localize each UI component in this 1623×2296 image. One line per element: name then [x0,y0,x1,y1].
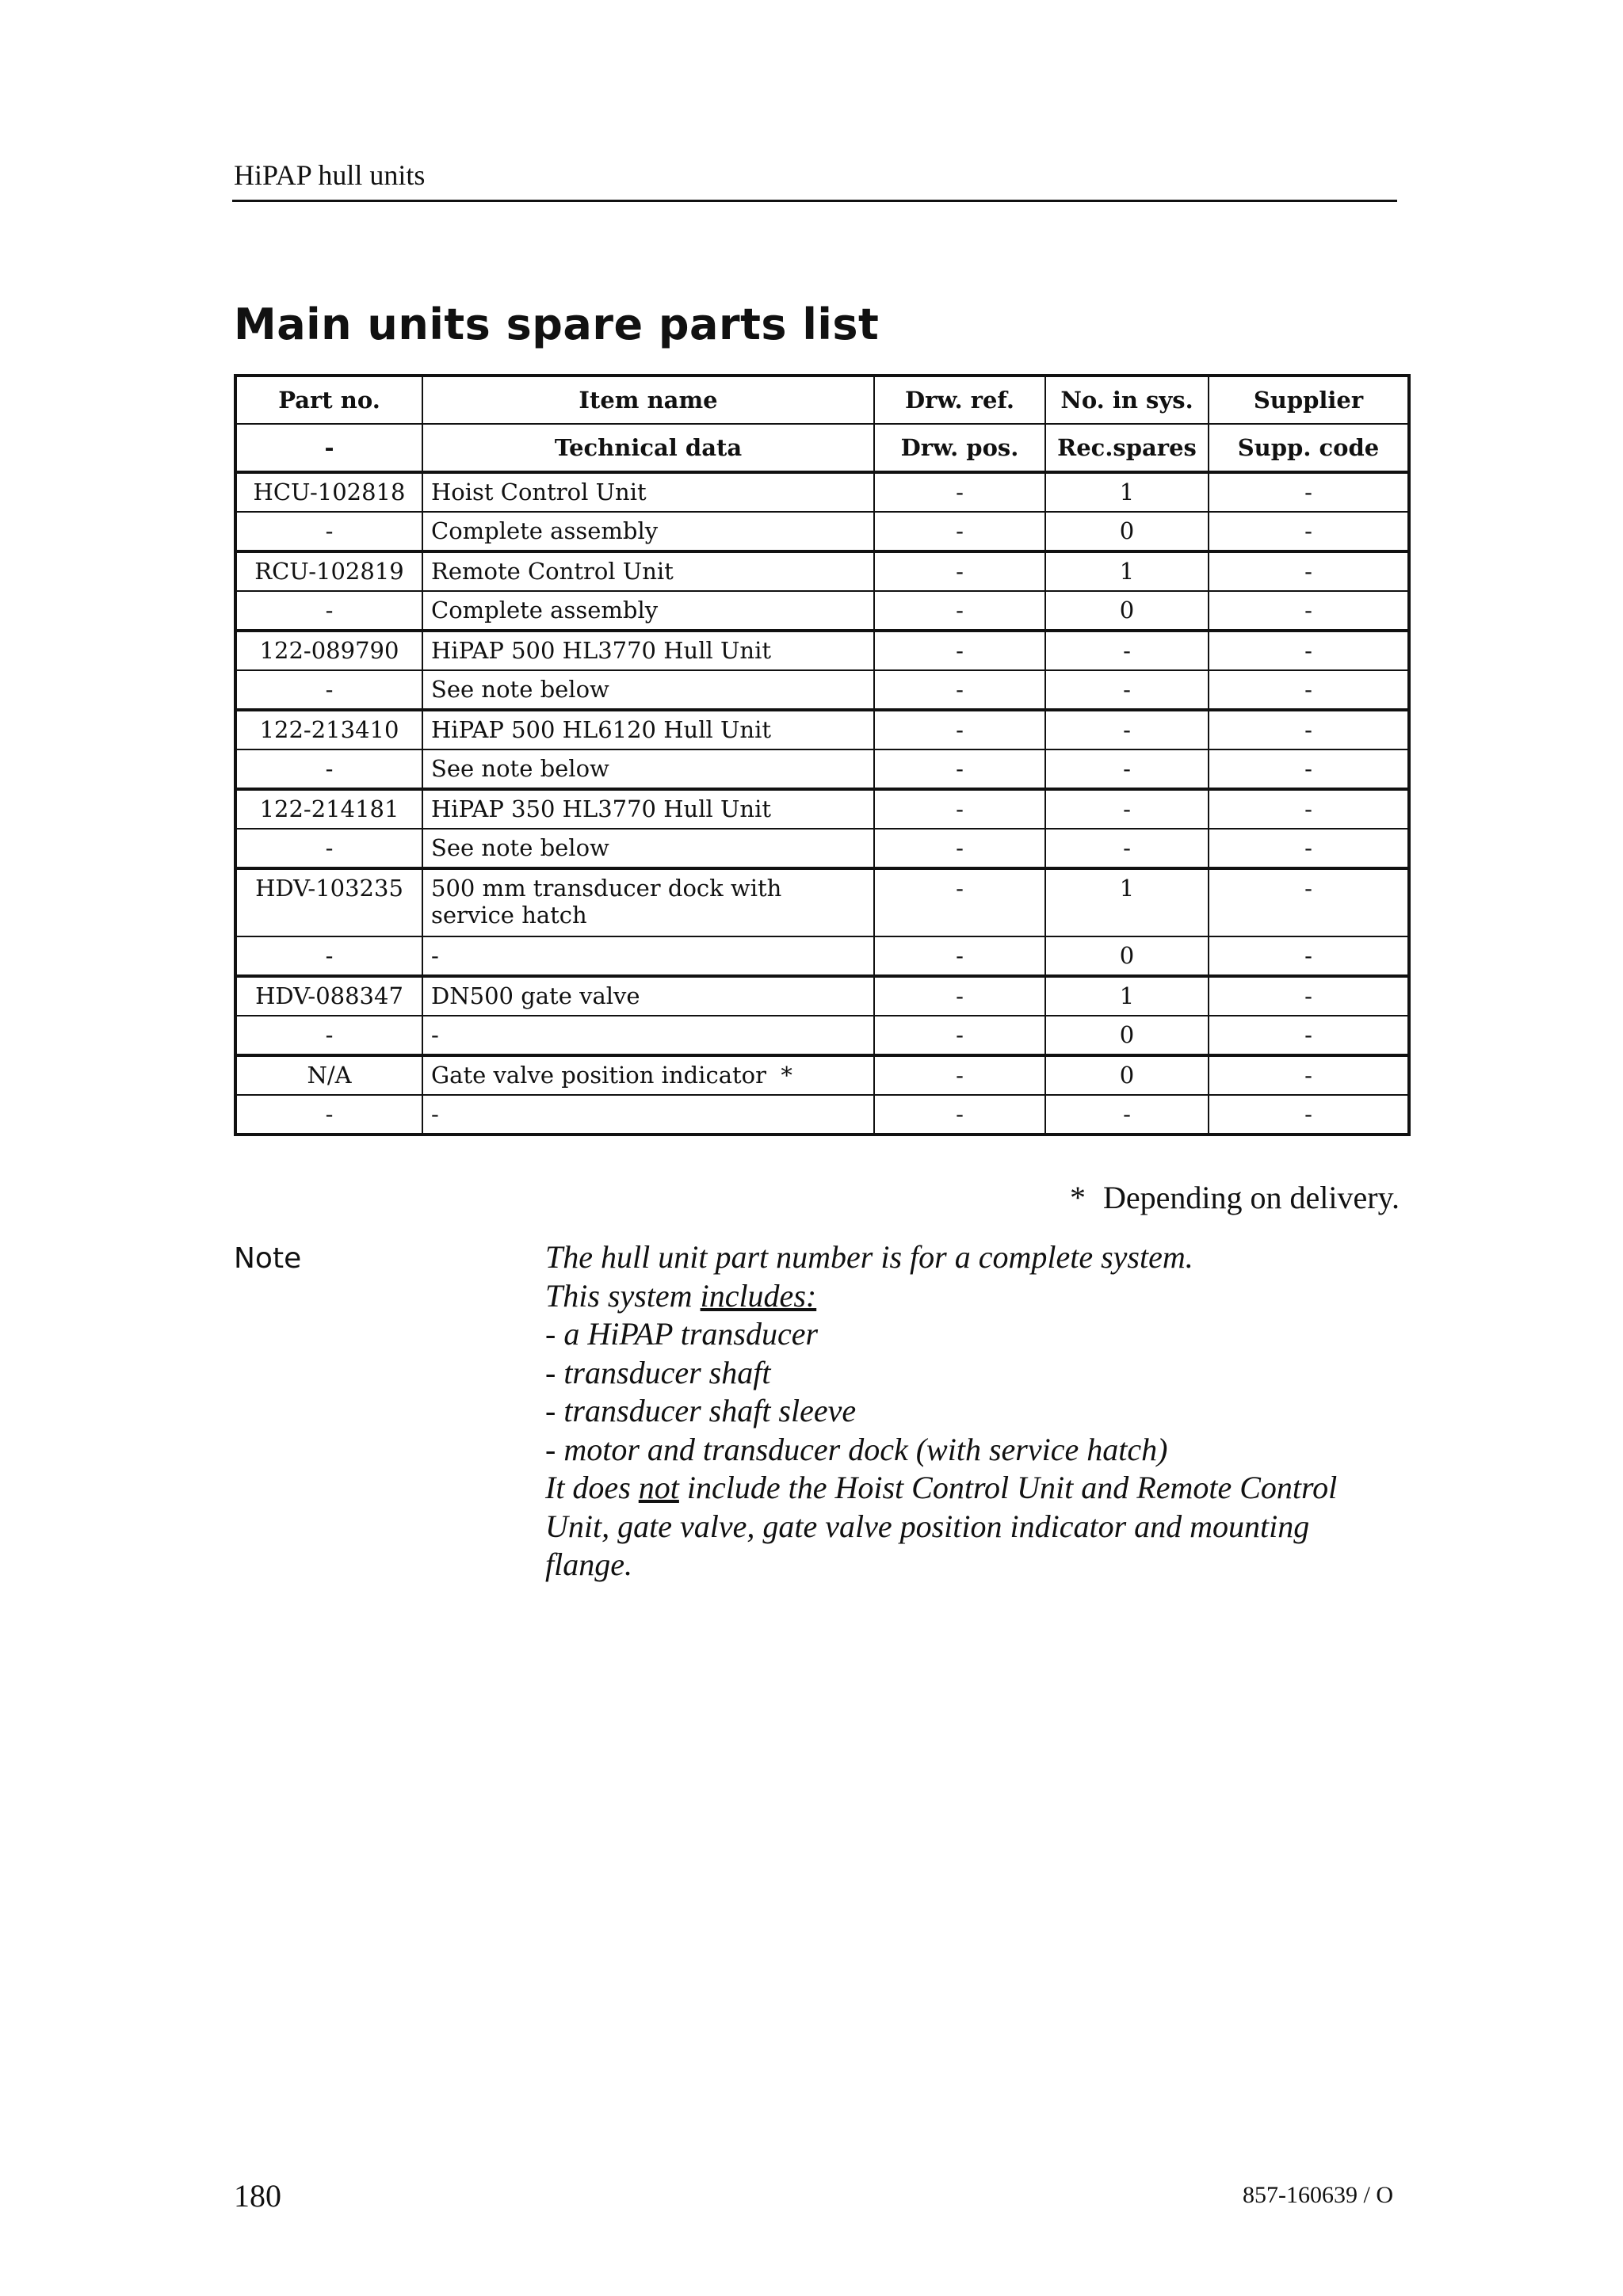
item-name-cell: Gate valve position indicator * [422,1055,874,1095]
table-row [235,829,1409,868]
part-number-cell: - [235,749,422,789]
table-row [235,868,1409,936]
drawing-ref-cell: - [874,472,1045,512]
note-emphasis: includes: [700,1277,817,1314]
table-row [235,789,1409,829]
part-number-cell: HDV-103235 [235,868,422,936]
column-subheader: Supp. code [1209,424,1409,472]
quantity-cell: - [1045,1095,1209,1135]
quantity-cell: 1 [1045,868,1209,936]
drawing-ref-cell: - [874,829,1045,868]
supplier-cell: - [1209,1095,1409,1135]
supplier-cell: - [1209,1055,1409,1095]
drawing-ref-cell: - [874,1055,1045,1095]
drawing-ref-cell: - [874,868,1045,936]
supplier-cell: - [1209,472,1409,512]
item-name-cell: Complete assembly [422,591,874,631]
drawing-ref-cell: - [874,551,1045,591]
part-number-cell: - [235,1016,422,1055]
note-emphasis: not [638,1470,679,1505]
table-row [235,976,1409,1016]
table-row [235,749,1409,789]
part-number-cell: HCU-102818 [235,472,422,512]
column-subheader: - [235,424,422,472]
drawing-ref-cell: - [874,670,1045,710]
header-divider [232,200,1397,202]
note-list-item: - transducer shaft sleeve [545,1393,857,1428]
supplier-cell: - [1209,868,1409,936]
part-number-cell: N/A [235,1055,422,1095]
quantity-cell: 1 [1045,551,1209,591]
supplier-cell: - [1209,1016,1409,1055]
item-name-cell: See note below [422,829,874,868]
note-text: include the Hoist Control Unit and Remote Control [678,1470,1338,1505]
column-subheader: Rec.spares [1045,424,1209,472]
quantity-cell: 0 [1045,512,1209,551]
table-row [235,591,1409,631]
item-name-cell: 500 mm transducer dock with service hatch [422,868,874,936]
item-name-cell: See note below [422,670,874,710]
drawing-ref-cell: - [874,512,1045,551]
part-number-cell: - [235,591,422,631]
supplier-cell: - [1209,936,1409,976]
note-list-item: - a HiPAP transducer [545,1316,819,1352]
page-title: Main units spare parts list [234,299,880,349]
note-line: flange. [545,1547,632,1582]
part-number-cell: HDV-088347 [235,976,422,1016]
item-name-cell: Complete assembly [422,512,874,551]
footnote-marker: * [1070,1180,1086,1215]
item-name-cell: HiPAP 500 HL3770 Hull Unit [422,631,874,670]
table-row [235,710,1409,749]
quantity-cell: 1 [1045,976,1209,1016]
supplier-cell: - [1209,710,1409,749]
item-name-cell: - [422,1016,874,1055]
item-name-cell: - [422,1095,874,1135]
supplier-cell: - [1209,631,1409,670]
note-list-item: - motor and transducer dock (with service hatch) [545,1431,1168,1467]
note-body [545,1238,1409,1585]
table-row [235,1016,1409,1055]
item-name-cell: - [422,936,874,976]
column-header: Supplier [1209,376,1409,424]
supplier-cell: - [1209,829,1409,868]
column-subheader: Technical data [422,424,874,472]
quantity-cell: - [1045,710,1209,749]
table-header-row [235,376,1409,424]
drawing-ref-cell: - [874,749,1045,789]
spare-parts-table [234,374,1411,1136]
quantity-cell: 1 [1045,472,1209,512]
quantity-cell: - [1045,670,1209,710]
drawing-ref-cell: - [874,976,1045,1016]
supplier-cell: - [1209,789,1409,829]
drawing-ref-cell: - [874,710,1045,749]
column-header: No. in sys. [1045,376,1209,424]
item-name-cell: Hoist Control Unit [422,472,874,512]
supplier-cell: - [1209,512,1409,551]
quantity-cell: - [1045,631,1209,670]
quantity-cell: 0 [1045,1016,1209,1055]
quantity-cell: 0 [1045,1055,1209,1095]
column-header: Drw. ref. [874,376,1045,424]
table-subheader-row [235,424,1409,472]
item-name-cell: HiPAP 500 HL6120 Hull Unit [422,710,874,749]
note-text: It does [545,1470,639,1505]
table-row [235,551,1409,591]
note-text: This system [545,1277,701,1314]
page-number: 180 [234,2178,281,2214]
note-line: The hull unit part number is for a complete system. [545,1239,1193,1275]
footnote-text: Depending on delivery. [1103,1180,1400,1215]
quantity-cell: - [1045,829,1209,868]
drawing-ref-cell: - [874,591,1045,631]
quantity-cell: - [1045,749,1209,789]
part-number-cell: 122-089790 [235,631,422,670]
running-header: HiPAP hull units [234,159,426,191]
part-number-cell: RCU-102819 [235,551,422,591]
column-header: Item name [422,376,874,424]
document-number: 857-160639 / O [1243,2182,1393,2208]
note-line [545,1277,1409,1316]
note-line [545,1469,1409,1508]
drawing-ref-cell: - [874,631,1045,670]
item-name-cell: See note below [422,749,874,789]
part-number-cell: - [235,936,422,976]
quantity-cell: - [1045,789,1209,829]
table-row [235,670,1409,710]
part-number-cell: - [235,829,422,868]
column-subheader: Drw. pos. [874,424,1045,472]
item-name-cell: Remote Control Unit [422,551,874,591]
note-line: Unit, gate valve, gate valve position indicator and mounting [545,1508,1310,1544]
table-footnote [1070,1179,1400,1216]
note-list-item: - transducer shaft [545,1354,771,1390]
table-row [235,1095,1409,1135]
supplier-cell: - [1209,749,1409,789]
supplier-cell: - [1209,670,1409,710]
drawing-ref-cell: - [874,936,1045,976]
item-name-cell: DN500 gate valve [422,976,874,1016]
part-number-cell: 122-213410 [235,710,422,749]
table-row [235,1055,1409,1095]
drawing-ref-cell: - [874,1016,1045,1055]
part-number-cell: - [235,1095,422,1135]
supplier-cell: - [1209,976,1409,1016]
column-header: Part no. [235,376,422,424]
table-row [235,472,1409,512]
part-number-cell: - [235,512,422,551]
drawing-ref-cell: - [874,1095,1045,1135]
item-name-cell: HiPAP 350 HL3770 Hull Unit [422,789,874,829]
note-label: Note [234,1242,302,1275]
part-number-cell: - [235,670,422,710]
table-row [235,936,1409,976]
supplier-cell: - [1209,591,1409,631]
part-number-cell: 122-214181 [235,789,422,829]
supplier-cell: - [1209,551,1409,591]
drawing-ref-cell: - [874,789,1045,829]
quantity-cell: 0 [1045,936,1209,976]
table-row [235,631,1409,670]
table-row [235,512,1409,551]
quantity-cell: 0 [1045,591,1209,631]
